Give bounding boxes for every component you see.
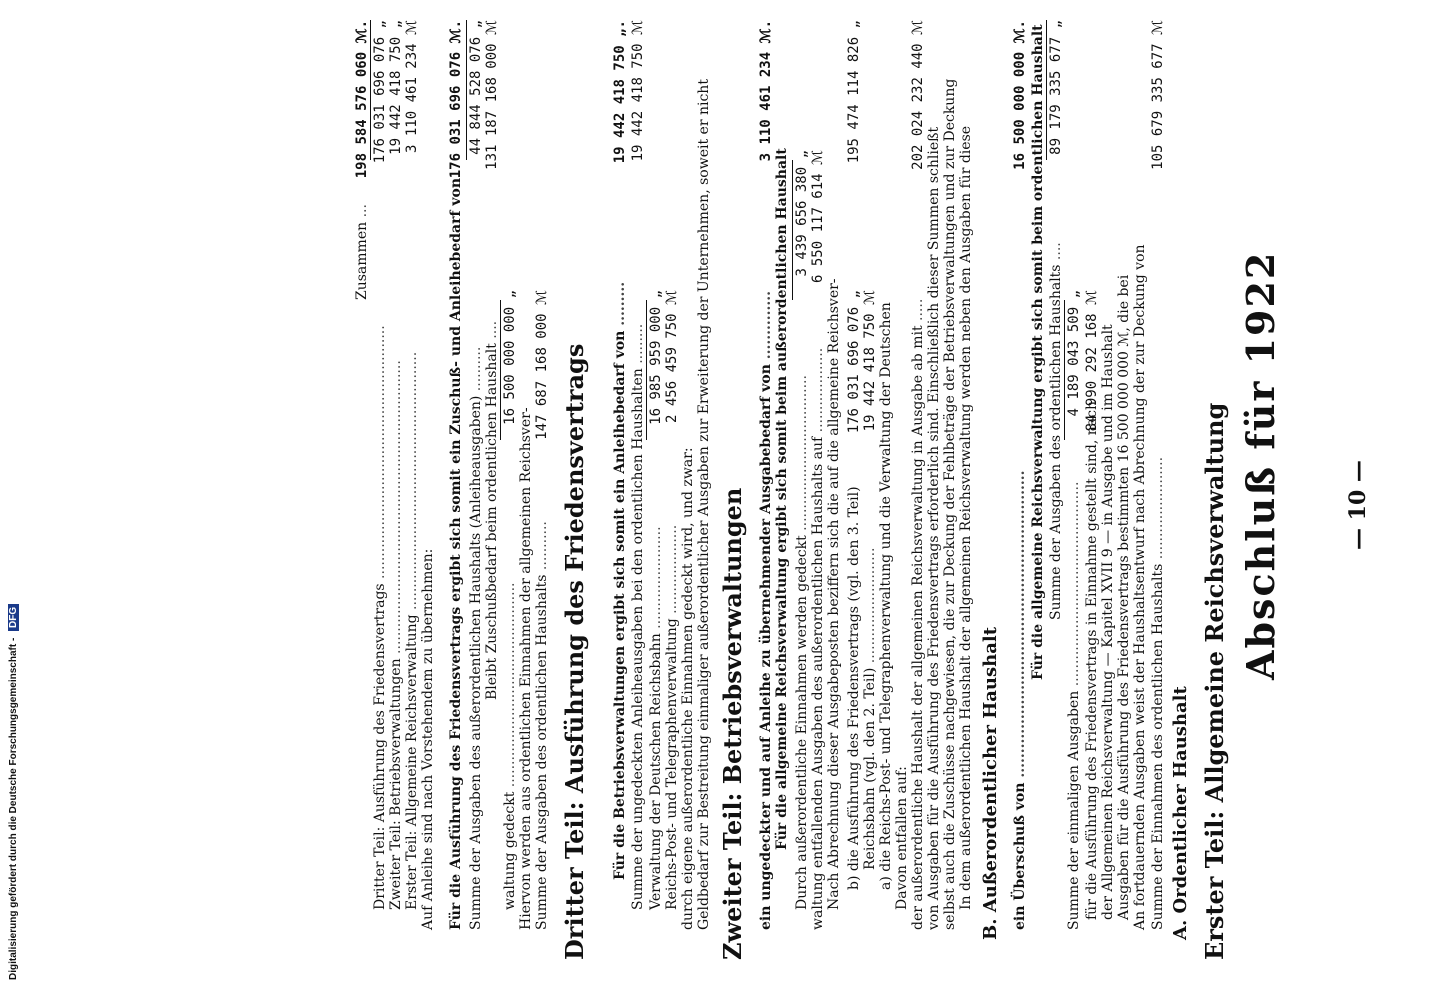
p3-l1-value: 147 687 168 000 ℳ [534,290,550,440]
p2-l4: Verwaltung der Deutschen Reichsbahn ....................... [648,526,664,910]
b13-value: 3 110 461 234 ℳ. [758,20,774,162]
section-b-heading: B. Außerordentlicher Haushalt [980,626,1001,940]
b2-text: selbst auch die Zuschüsse nachgewiesen, die zur Deckung der Fehlbeträge der Betriebsverwaltungen und zur Deckung [942,78,958,930]
p3-l8: Erster Teil: Allgemeine Reichsverwaltung .......................................................... [404,351,420,910]
section-a-heading: A. Ordentlicher Haushalt [1170,686,1191,940]
p2-l6: Für die Betriebsverwaltungen ergibt sich somit ein Anleihebedarf von ......... [612,281,628,880]
b8-text: b) die Ausführung des Friedensvertrags (vgl. den 3. Teil) [846,486,862,890]
b3-text: von Ausgaben für die Ausführung des Friedensvertrags erforderlich sind. Einschließlich dieser Summen schließt [926,126,942,930]
p3-l11-value: 198 584 576 060 ℳ. [354,20,370,179]
b4-text: der außerordentliche Haushalt der allgemeinen Reichsverwaltung in Ausgabe ab mit ..... [910,298,926,930]
a6-value: 4 189 043 509 „ [1066,290,1082,417]
b13-text: ein ungedeckter und auf Anleihe zu übernehmender Ausgabebedarf von .............. [758,290,774,930]
a1-text: Summe der Einnahmen des ordentlichen Haushalts ....................... [1150,456,1166,930]
p2-l4-underline [646,300,647,440]
p3-l6: Für die Ausführung des Friedensvertrags ergibt sich somit ein Zuschuß- und Anleihebedarf von [448,177,464,930]
a9-text: ein Überschuß von ............................................................... [1012,470,1028,930]
a4-text: der Allgemeinen Reichsverwaltung — Kapitel XVII 9 — in Ausgabe und im Haushalt [1100,324,1116,920]
digitization-credit: Digitalisierung gefördert durch die Deutsche Forschungsgemeinschaft - DFG [8,604,19,980]
a5-value: 84 990 292 168 ℳ [1084,290,1100,432]
p3-l5-value: 44 844 528 076 „ [468,20,484,155]
b1-text: In dem außerordentlichen Haushalt der allgemeinen Reichsverwaltung werden neben den Ausgaben für diese [958,125,974,910]
b7-value: 19 442 418 750 ℳ [862,290,878,432]
b6-text: a) die Reichs-Post- und Telegraphenverwaltung und die Verwaltung der Deutschen [878,302,894,890]
p3-l8-value: 3 110 461 234 ℳ [404,20,420,153]
a8-text: Für die allgemeine Reichsverwaltung ergibt sich somit beim ordentlichen Haushalt [1030,24,1046,680]
p3-l7: Auf Anleihe sind nach Vorstehendem zu übernehmen: [420,548,436,930]
part3-heading: Dritter Teil: Ausführung des Friedensvertrags [560,343,589,960]
p3-l9: Zweiter Teil: Betriebsverwaltungen .................................................................. [388,360,404,910]
p3-l6-value: 176 031 696 076 ℳ. [448,20,464,179]
p3-l3: waltung gedeckt .............................................. [502,582,518,910]
b8-value: 176 031 696 076 „ [846,290,862,434]
a9-value: 16 500 000 000 ℳ. [1012,20,1028,170]
a3-text: Ausgaben für die Ausführung des Friedensvertrags bestimmten 16 500 000 000 ℳ, die bei [1116,274,1132,920]
b11-text: Durch außerordentliche Einnahmen werden gedeckt ................................... [794,375,810,910]
p2-l1: Geldbedarf zur Bestreitung einmaliger außerordentlicher Ausgaben zur Erweiterung der Unternehmen, soweit er nicht [696,79,712,930]
p2-l5: Summe der ungedeckten Anleiheausgaben bei den ordentlichen Haushalten ......... [630,323,646,910]
b7-text: Reichsbahn (vgl. den 2. Teil) .......................... [862,547,878,870]
page-title: Abschluß für 1922 [1238,250,1283,680]
p2-l6-value: 19 442 418 750 „. [612,20,628,164]
a7-underline [1046,20,1047,160]
b9-text: Nach Abrechnung dieser Ausgabeposten beziffern sich die auf die allgemeine Reichsver- [826,278,842,910]
a1-value: 105 679 335 677 ℳ [1150,20,1166,170]
a7-text: Summe der Ausgaben des ordentlichen Haushalts .... [1048,242,1064,620]
b10-text: waltung entfallenden Ausgaben des außerordentlichen Haushalts auf ................... [810,347,826,930]
p2-l3-value: 2 456 459 750 ℳ [664,290,680,423]
a5-text: für die Ausführung des Friedensvertrags in Einnahme gestellt sind, nach [1084,400,1100,920]
a6-text: Summe der einmaligen Ausgaben .............................................. [1066,481,1082,930]
b11-value: 3 439 656 380 „ [794,150,810,277]
dfg-logo: DFG [8,604,19,631]
part1-heading: Erster Teil: Allgemeine Reichsverwaltung [1200,402,1229,960]
p2-l3: Reichs-Post- und Telegraphenverwaltung .................... [664,524,680,910]
part2-heading: Zweiter Teil: Betriebsverwaltungen [718,487,747,960]
b11-underline [792,160,793,300]
b12-text: Für die allgemeine Reichsverwaltung ergibt sich somit beim außerordentlichen Haushalt [774,148,790,850]
b8-total: 195 474 114 826 „ [846,20,862,164]
p3-l11: Zusammen ... [354,204,370,300]
p3-l4: Bleibt Zuschußbedarf beim ordentlichen Haushalt .... [484,320,500,700]
page-number: — 10 — [1345,460,1371,550]
p3-l5-underline [466,20,467,160]
p3-l2: Hiervon werden aus ordentlichen Einnahmen der allgemeinen Reichsver- [518,407,534,930]
p3-l1: Summe der Ausgaben des ordentlichen Haushalts ........... [534,521,550,930]
p3-l10-underline [370,20,371,160]
a2-text: An fortdauernden Ausgaben weist der Haushaltsentwurf nach Abrechnung der zur Deckung von [1132,244,1148,930]
b10-value: 6 550 117 614 ℳ [810,150,826,283]
p3-l5: Summe der Ausgaben des außerordentlichen Haushalts (Anleiheausgaben) .......... [468,346,484,930]
p2-l5-value: 19 442 418 750 ℳ [630,20,646,162]
p2-l2: durch eigene außerordentliche Einnahmen gedeckt wird, und zwar: [680,447,696,930]
p3-l10-value: 176 031 696 076 „ [372,20,388,164]
p3-l3-underline [500,300,501,440]
a6-underline [1064,300,1065,440]
a7-value: 89 179 335 677 „ [1048,20,1064,155]
p3-l4-value: 131 187 168 000 ℳ [484,20,500,170]
b4-value: 202 024 232 440 ℳ [910,20,926,170]
p3-l10: Dritter Teil: Ausführung des Friedensvertrags ......................................................... [372,325,388,910]
p3-l3-value: 16 500 000 000 „ [502,290,518,425]
p3-l9-value: 19 442 418 750 „ [388,20,404,155]
p2-l4-value: 16 985 959 000 „ [648,290,664,425]
b5-text: Davon entfallen auf: [894,766,910,910]
